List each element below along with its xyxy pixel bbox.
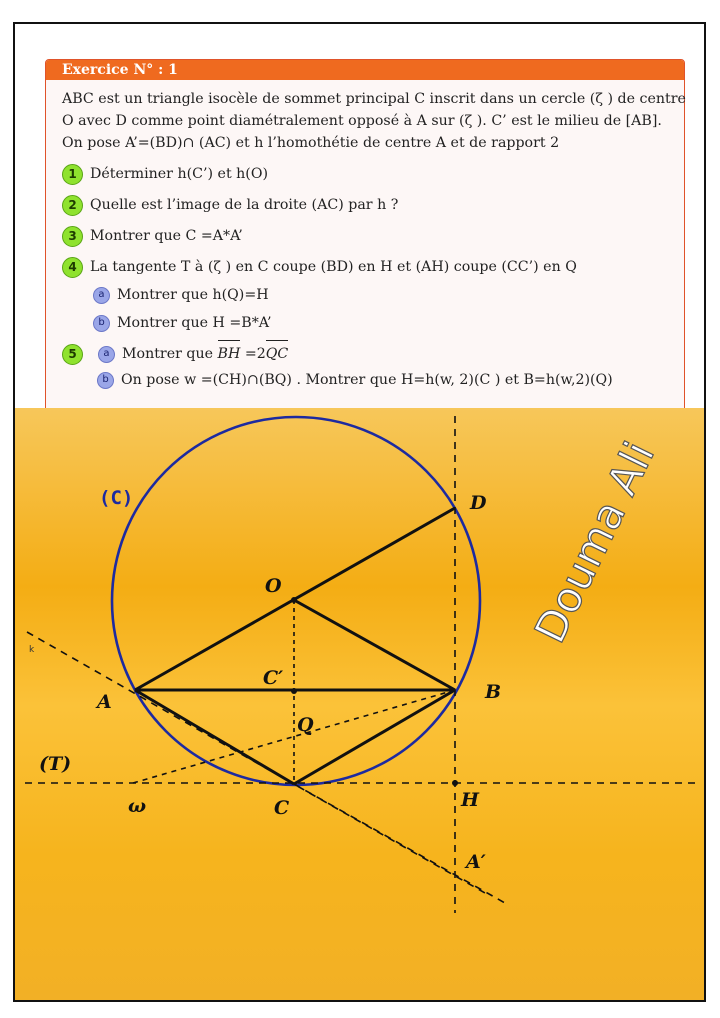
label-aprime: A′ [466,851,486,873]
document-page [13,22,706,1002]
question-2 [62,194,670,216]
question-text: La tangente T à (ζ ) en C coupe (BD) en H et (AH) coupe (CC’) en Q [90,259,577,275]
label-a: A [97,691,112,713]
sub-question-text: Montrer que h(Q)=H [117,287,269,303]
question-number-badge: 2 [62,195,83,216]
sub-question-text: On pose w =(CH)∩(BQ) . Montrer que H=h(w, 2)(C ) et B=h(w,2)(Q) [121,372,613,388]
question-4b [93,312,670,334]
question-text: Quelle est l’image de la droite (AC) par h ? [90,197,399,213]
point-cprime [291,688,297,694]
vector-qc [266,343,289,365]
label-cprime: C′ [263,667,284,689]
text-fragment: Montrer que [122,346,218,362]
label-b: B [485,681,502,703]
sub-letter-badge: b [97,372,114,389]
label-h: H [461,789,479,811]
question-text: Montrer que C =A*A’ [90,228,243,244]
label-k: k [29,645,35,655]
point-o [291,597,297,603]
sub-letter-badge: a [93,287,110,304]
label-o: O [265,575,282,597]
geometry-drawing [15,408,706,1002]
label-q: Q [297,714,314,736]
intro-line: O avec D comme point diamétralement opposé à A sur (ζ ). C’ est le milieu de [AB]. [62,113,662,129]
question-5 [62,343,670,365]
question-4a [93,284,670,306]
exercise-intro [62,88,686,154]
sub-question-text [122,343,288,365]
label-tangent: (T) [39,753,72,775]
point-h [452,780,458,786]
vector-arrow-icon [218,340,241,347]
question-4 [62,256,670,278]
vector-bh [218,343,241,365]
geometry-figure [15,408,706,1002]
question-5b [97,369,670,391]
question-number-badge: 1 [62,164,83,185]
exercise-box [45,59,685,414]
text-fragment: =2 [240,346,266,362]
intro-line: ABC est un triangle isocèle de sommet principal C inscrit dans un cercle (ζ ) de centre [62,91,686,107]
question-number-badge: 4 [62,257,83,278]
watermark-text: Douma Ali [524,434,664,651]
vector-arrow-icon [266,340,289,347]
vector-label: QC [265,346,289,362]
sub-letter-badge: a [98,346,115,363]
label-d: D [470,492,487,514]
question-number-badge: 5 [62,344,83,365]
vector-label: BH [217,346,241,362]
question-text: Déterminer h(C’) et h(O) [90,166,268,182]
label-omega: ω [128,795,147,817]
exercise-title: Exercice N° : 1 [46,60,684,80]
sub-letter-badge: b [93,315,110,332]
label-c: C [274,797,290,819]
label-circle: (C) [99,487,134,509]
question-3 [62,225,670,247]
sub-question-text: Montrer que H =B*A’ [117,315,272,331]
exercise-body [46,80,684,391]
intro-line: On pose A’=(BD)∩ (AC) et h l’homothétie de centre A et de rapport 2 [62,135,560,151]
question-1 [62,163,670,185]
question-number-badge: 3 [62,226,83,247]
